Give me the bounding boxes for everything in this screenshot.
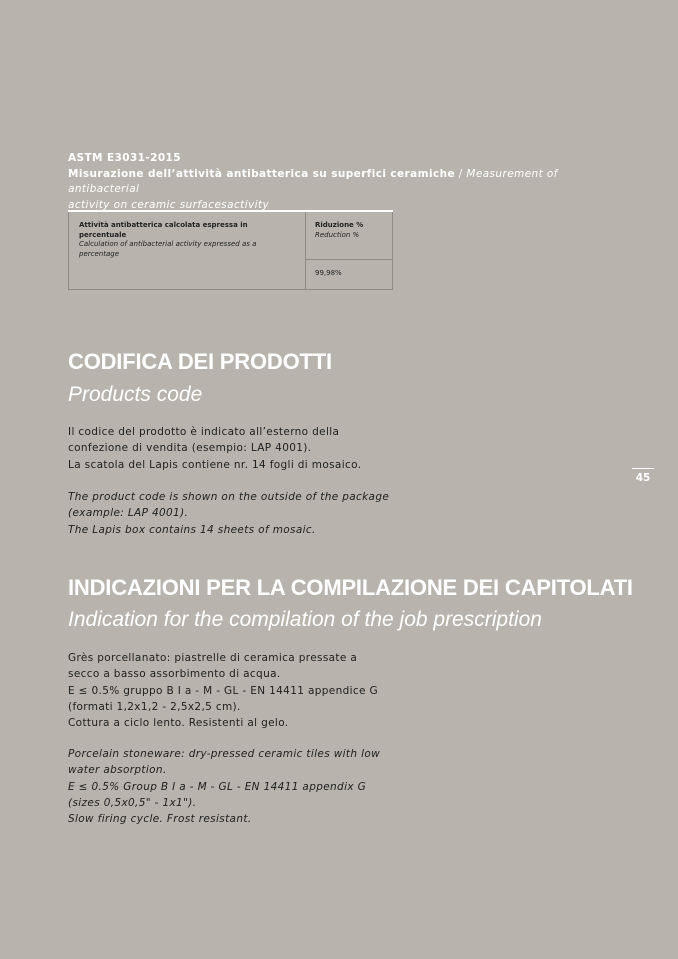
prescription-en-text	[68, 746, 428, 827]
table-header-cell	[306, 211, 393, 260]
prescription-it-line: E ≤ 0.5% gruppo B I a - M - GL - EN 14411 appendice G	[68, 684, 378, 697]
astm-block	[68, 151, 628, 213]
reduction-it: Riduzione %	[315, 221, 364, 229]
label-it-1: Attività antibatterica calcolata espressa in	[79, 221, 248, 229]
page-number-rule	[632, 468, 654, 469]
products-en-line: (example: LAP 4001).	[68, 507, 189, 520]
prescription-en-line: E ≤ 0.5% Group B I a - M - GL - EN 14411 appendix G	[68, 780, 367, 793]
prescription-en-line: Slow firing cycle. Frost resistant.	[68, 813, 252, 826]
products-en-line: The Lapis box contains 14 sheets of mosaic.	[68, 523, 316, 536]
table-label-cell	[69, 211, 306, 290]
products-en-text	[68, 489, 428, 538]
label-en-2: percentage	[79, 249, 120, 258]
products-it-line: confezione di vendita (esempio: LAP 4001).	[68, 442, 312, 455]
page-number	[632, 468, 654, 484]
prescription-en-line: (sizes 0,5x0,5" - 1x1").	[68, 796, 197, 809]
page-number-text: 45	[635, 472, 651, 484]
astm-title-en-2: activity on ceramic surfacesactivity	[68, 198, 270, 211]
reduction-en: Reduction %	[315, 230, 360, 239]
products-en-line: The product code is shown on the outside of the package	[68, 491, 390, 503]
prescription-it-line: Grès porcellanato: piastrelle di ceramica pressate a	[68, 652, 358, 664]
astm-title	[68, 167, 628, 198]
products-it-line: Il codice del prodotto è indicato all’esterno della	[68, 426, 340, 438]
prescription-heading: INDICAZIONI PER LA COMPILAZIONE DEI CAPITOLATI	[68, 575, 633, 600]
prescription-it-text	[68, 650, 428, 731]
reduction-value: 99,98%	[315, 269, 342, 277]
prescription-it-line: (formati 1,2x1,2 - 2,5x2,5 cm).	[68, 700, 241, 713]
astm-code: ASTM E3031-2015	[68, 152, 181, 164]
label-it-2: percentuale	[79, 230, 127, 239]
antibacterial-table	[68, 210, 393, 290]
prescription-en-line: Porcelain stoneware: dry-pressed ceramic tiles with low	[68, 748, 381, 760]
table-value-cell	[306, 260, 393, 290]
astm-title-en-1: Measurement of antibacterial	[68, 167, 558, 195]
prescription-it-line: Cottura a ciclo lento. Resistenti al gelo.	[68, 717, 289, 730]
products-it-line: La scatola del Lapis contiene nr. 14 fogli di mosaico.	[68, 458, 362, 471]
label-en-1: Calculation of antibacterial activity expressed as a	[79, 240, 257, 248]
astm-title-it: Misurazione dell’attività antibatterica su superfici ceramiche	[68, 167, 455, 180]
prescription-en-line: water absorption.	[68, 764, 167, 777]
products-it-text	[68, 424, 428, 473]
prescription-subheading: Indication for the compilation of the job prescription	[68, 608, 542, 631]
prescription-it-line: secco a basso assorbimento di acqua.	[68, 668, 281, 681]
products-subheading: Products code	[68, 383, 203, 406]
astm-separator: /	[454, 167, 467, 180]
products-heading: CODIFICA DEI PRODOTTI	[68, 349, 332, 374]
